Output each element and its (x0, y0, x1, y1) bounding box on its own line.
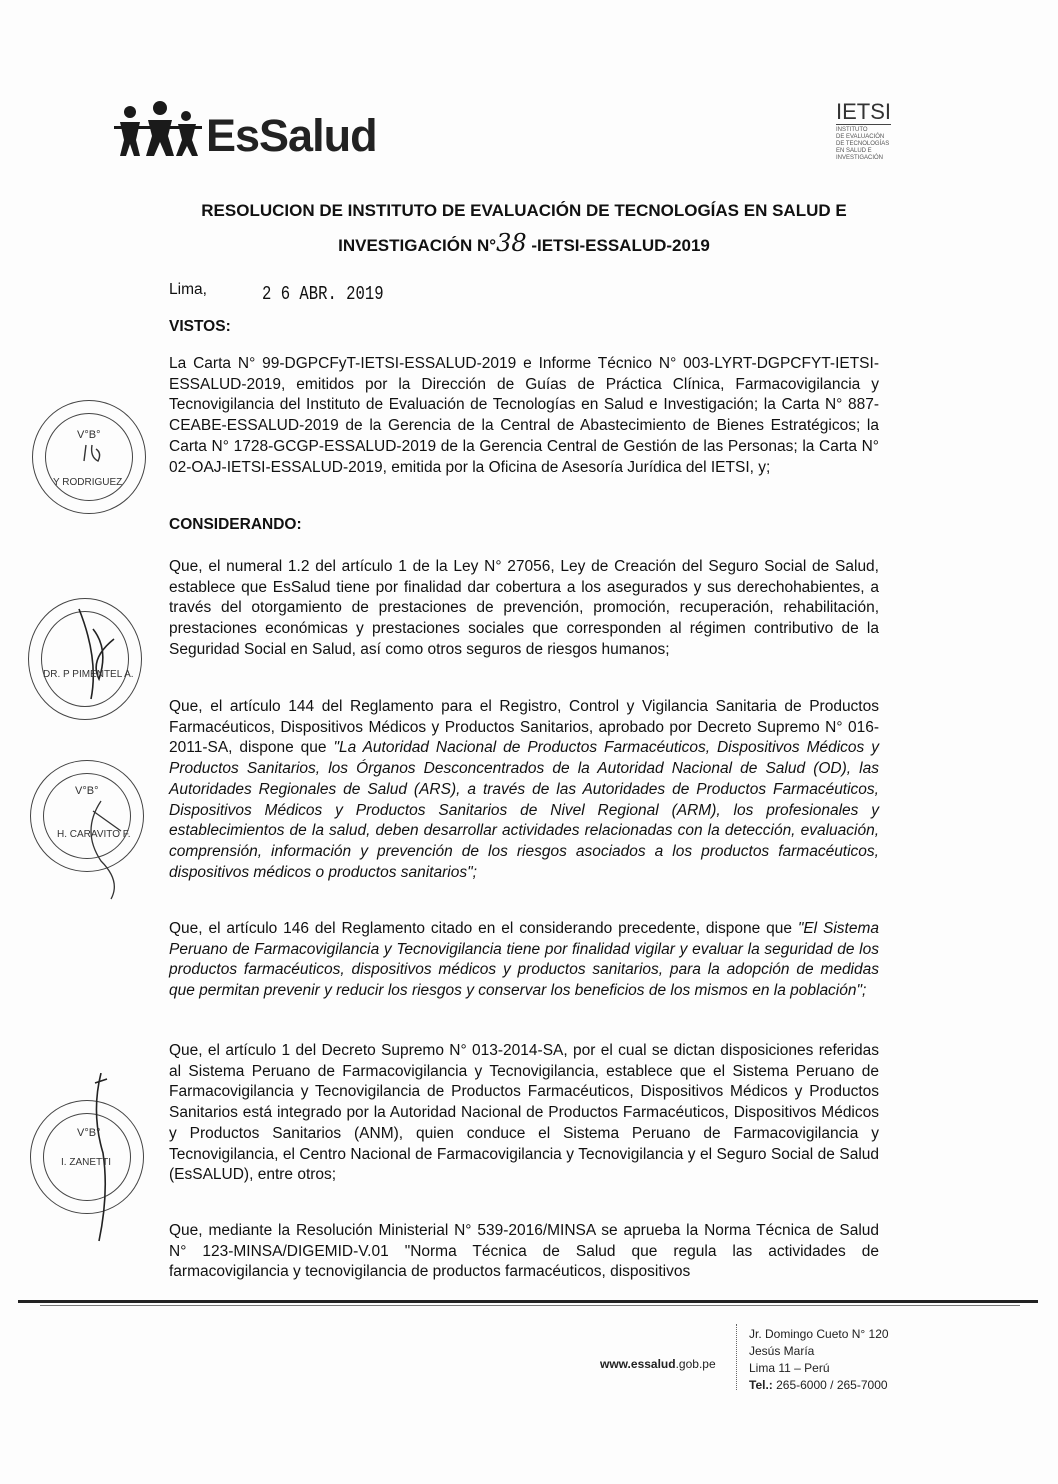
essalud-logo (112, 100, 377, 161)
considerando-paragraph-2: Que, el artículo 144 del Reglamento para el Registro, Control y Vigilancia Sanitaria de Productos Farmacéuticos, Dispositivos Médicos y Productos Sanitarios, aprobado por Decreto Supremo N° 016-2011-SA, dispone que "La Autoridad Nacional de Productos Farmacéuticos, Dispositivos Médicos y Productos Sanitarios, los Órganos Desconcentrados de la Autoridad Nacional de Salud (OD), las Autoridades Regionales de Salud (ARS), a través de las Autoridades de Productos Farmacéuticos, Dispositivos Médicos y Productos Sanitarios de Nivel Regional (ARM), los profesionales y establecimientos de la salud, deben desarrollar actividades relacionadas con la detección, evaluación, comprensión, información y prevención de los riesgos asociados a los productos farmacéuticos, dispositivos médicos o productos sanitarios"; (169, 698, 879, 881)
title-line-2: INVESTIGACIÓN N°38 -IETSI-ESSALUD-2019 (338, 229, 710, 257)
signature-icon (69, 599, 129, 709)
resolution-title (140, 194, 908, 262)
footer-website: www.essalud.gob.pe (600, 1357, 716, 1371)
footer-phone: Tel.: 265-6000 / 265-7000 (749, 1378, 888, 1392)
approval-stamp-3 (30, 760, 144, 872)
date-stamp: 2 6 ABR. 2019 (262, 283, 384, 305)
considerando-paragraph-4: Que, el artículo 1 del Decreto Supremo N° 013-2014-SA, por el cual se dictan disposiciones referidas al Sistema Peruano de Farmacovigilancia y Tecnovigilancia, establece que el Sistema Peruano de Farmacovigilancia y Tecnovigilancia de Productos Farmacéuticos, Dispositivos Médicos y Productos Sanitarios está integrado por la Autoridad Nacional de Productos Farmacéuticos, Dispositivos Médicos y Productos Sanitarios (ANM), quien conduce el Sistema Peruano de Farmacovigilancia y Tecnovigilancia, el Centro Nacional de Farmacovigilancia y Tecnovigilancia y el Seguro Social de Salud (EsSALUD), entre otros; (169, 1042, 879, 1184)
signature-icon (78, 443, 108, 473)
resolution-number: 38 (496, 229, 527, 257)
ietsi-subtitle: INSTITUTO DE EVALUACIÓN DE TECNOLOGÍAS EN SALUD E INVESTIGACIÓN (836, 127, 890, 162)
considerando-paragraph-1: Que, el numeral 1.2 del artículo 1 de la Ley N° 27056, Ley de Creación del Seguro Social de Salud, establece que EsSalud tiene por finalidad dar cobertura a los asegurados y sus derechohabientes, a través del otorgamiento de prestaciones de prevención, promoción, recuperación, rehabilitación, prestaciones económicas y prestaciones sociales que corresponden al régimen contributivo de la Seguridad Social en Salud, así como otros seguros de riesgos humanos; (169, 558, 879, 658)
ietsi-logo (836, 100, 936, 162)
footer-address: Jr. Domingo Cueto N° 120 Jesús María Lima 11 – Perú Tel.: 265-6000 / 265-7000 (749, 1327, 889, 1392)
footer-divider (18, 1300, 1038, 1303)
stamp-name: DR. P PIMENTEL A. (43, 669, 134, 680)
title-line-1: RESOLUCION DE INSTITUTO DE EVALUACIÓN DE TECNOLOGÍAS EN SALUD E (201, 201, 847, 220)
considerando-heading: CONSIDERANDO: (169, 516, 302, 533)
date-label: Lima, (169, 281, 207, 298)
footer-separator (736, 1324, 737, 1390)
considerando-paragraph-3: Que, el artículo 146 del Reglamento citado en el considerando precedente, dispone que "El Sistema Peruano de Farmacovigilancia y Tecnovigilancia tiene por finalidad vigilar y evaluar la seguridad de los productos farmacéuticos, dispositivos médicos y productos sanitarios, para la adopción de medidas que permitan prevenir y reducir los riesgos y conservar los beneficios de los mismos en la población"; (169, 920, 879, 1000)
vistos-paragraph: La Carta N° 99-DGPCFyT-IETSI-ESSALUD-2019 e Informe Técnico N° 003-LYRT-DGPCFYT-IETSI-ESSALUD-2019, emitidos por la Dirección de Guías de Práctica Clínica, Farmacovigilancia y Tecnovigilancia del Instituto de Evaluación de Tecnologías en Salud e Investigación; la Carta N° 887-CEABE-ESSALUD-2019 de la Gerencia de la Central de Abastecimiento de Bienes Estratégicos; la Carta N° 1728-GCGP-ESSALUD-2019 de la Gerencia Central de Gestión de las Personas; la Carta N° 02-OAJ-IETSI-ESSALUD-2019, emitida por la Oficina de Asesoría Jurídica del IETSI, y; (169, 355, 879, 476)
stamp-vb: V°B° (77, 429, 101, 441)
footer-divider-thin (40, 1305, 1020, 1306)
stamp-name: H. CARAVITO F. (57, 829, 131, 840)
vistos-heading: VISTOS: (169, 318, 231, 335)
stamp-name: Y RODRIGUEZ (53, 477, 123, 488)
approval-stamp-2 (28, 598, 142, 720)
ietsi-title: IETSI (836, 99, 892, 124)
approval-stamp-4 (30, 1100, 144, 1214)
stamp-name: I. ZANETTI (61, 1157, 111, 1168)
family-figures-icon (112, 100, 204, 158)
logo-text: EsSalud (206, 110, 377, 161)
considerando-paragraph-5: Que, mediante la Resolución Ministerial N° 539-2016/MINSA se aprueba la Norma Técnica de Salud N° 123-MINSA/DIGEMID-V.01 "Norma Técnica de Salud que regula las actividades de farmacovigilancia y tecnovigilancia de productos farmacéuticos, dispositivos (169, 1222, 879, 1281)
stamp-vb: V°B° (75, 785, 99, 797)
approval-stamp-1 (32, 400, 146, 514)
stamp-vb: V°B° (77, 1127, 101, 1139)
